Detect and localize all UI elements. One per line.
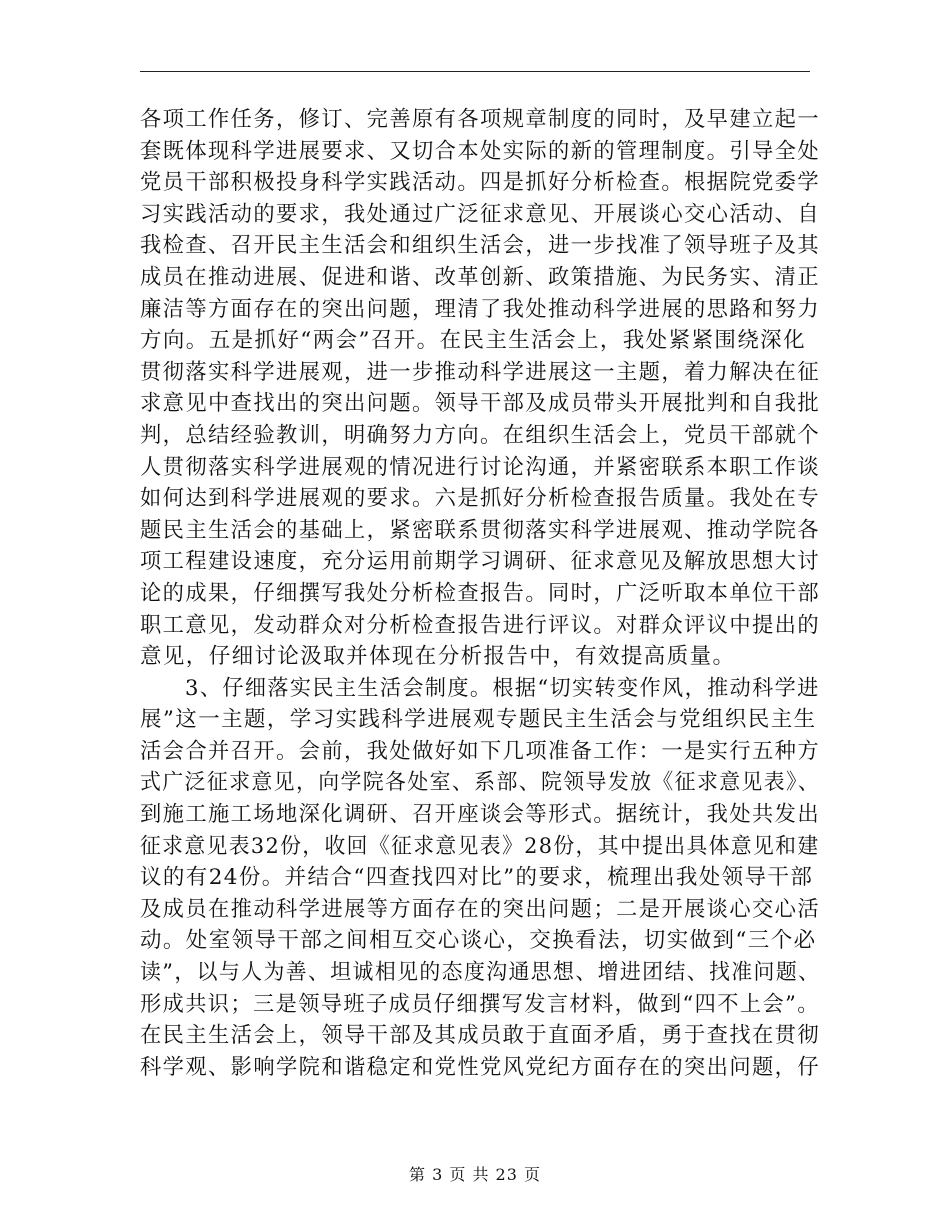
page-number-footer: 第 3 页 共 23 页 [409, 1165, 541, 1184]
text-line: 读”，以与人为善、坦诚相见的态度沟通思想、增进团结、找准问题、 [140, 960, 821, 986]
text-line: 及成员在推动科学进展等方面存在的突出问题；二是开展谈心交心活 [140, 896, 821, 922]
text-line: 论的成果，仔细撰写我处分析检查报告。同时，广泛听取本单位干部 [140, 580, 821, 606]
text-line: 习实践活动的要求，我处通过广泛征求意见、开展谈心交心活动、自 [140, 201, 821, 227]
text-line: 职工意见，发动群众对分析检查报告进行评议。对群众评议中提出的 [140, 612, 821, 638]
text-line: 方向。五是抓好“两会”召开。在民主生活会上，我处紧紧围绕深化 [140, 328, 806, 354]
text-line: 如何达到科学进展观的要求。六是抓好分析检查报告质量。我处在专 [140, 486, 821, 512]
text-line: 成员在推动进展、促进和谐、改革创新、政策措施、为民务实、清正 [140, 264, 821, 290]
text-line: 各项工作任务，修订、完善原有各项规章制度的同时，及早建立起一 [140, 107, 821, 132]
text-line: 判，总结经验教训，明确努力方向。在组织生活会上，党员干部就个 [140, 422, 821, 448]
text-line: 形成共识；三是领导班子成员仔细撰写发言材料，做到“四不上会”。 [140, 991, 820, 1017]
text-line: 项工程建设速度，充分运用前期学习调研、征求意见及解放思想大讨 [140, 549, 821, 575]
text-line: 贯彻落实科学进展观，进一步推动科学进展这一主题，着力解决在征 [140, 359, 821, 385]
text-line: 党员干部积极投身科学实践活动。四是抓好分析检查。根据院党委学 [140, 170, 821, 196]
text-line: 廉洁等方面存在的突出问题，理清了我处推动科学进展的思路和努力 [140, 296, 821, 322]
text-line: 展”这一主题，学习实践科学进展观专题民主生活会与党组织民主生 [140, 707, 817, 733]
text-line: 议的有24份。并结合“四查找四对比”的要求，梳理出我处领导干部 [140, 865, 814, 891]
text-line: 动。处室领导干部之间相互交心谈心，交换看法，切实做到“三个必 [140, 928, 817, 954]
text-line: 题民主生活会的基础上，紧密联系贯彻落实科学进展观、推动学院各 [140, 517, 821, 543]
text-line: 在民主生活会上，领导干部及其成员敢于直面矛盾，勇于查找在贯彻 [140, 1023, 821, 1049]
paragraph-start-line: 3、仔细落实民主生活会制度。根据“切实转变作风，推动科学进 [140, 675, 820, 701]
text-line: 求意见中查找出的突出问题。领导干部及成员带头开展批判和自我批 [140, 391, 821, 417]
text-line: 科学观、影响学院和谐稳定和党性党风党纪方面存在的突出问题，仔 [140, 1054, 821, 1080]
text-line: 我检查、召开民主生活会和组织生活会，进一步找准了领导班子及其 [140, 233, 821, 259]
text-line: 套既体现科学进展要求、又切合本处实际的新的管理制度。引导全处 [140, 138, 821, 164]
text-line: 式广泛征求意见，向学院各处室、系部、院领导发放《征求意见表》、 [140, 770, 821, 796]
document-body [140, 104, 820, 1083]
text-line: 人贯彻落实科学进展观的情况进行讨论沟通，并紧密联系本职工作谈 [140, 454, 821, 480]
text-line: 到施工施工场地深化调研、召开座谈会等形式。据统计，我处共发出 [140, 802, 821, 828]
text-line: 征求意见表32份，收回《征求意见表》28份，其中提出具体意见和建 [140, 833, 820, 859]
header-rule [140, 71, 810, 72]
text-line: 活会合并召开。会前，我处做好如下几项准备工作：一是实行五种方 [140, 738, 821, 764]
text-line: 意见，仔细讨论汲取并体现在分析报告中，有效提高质量。 [140, 644, 736, 670]
